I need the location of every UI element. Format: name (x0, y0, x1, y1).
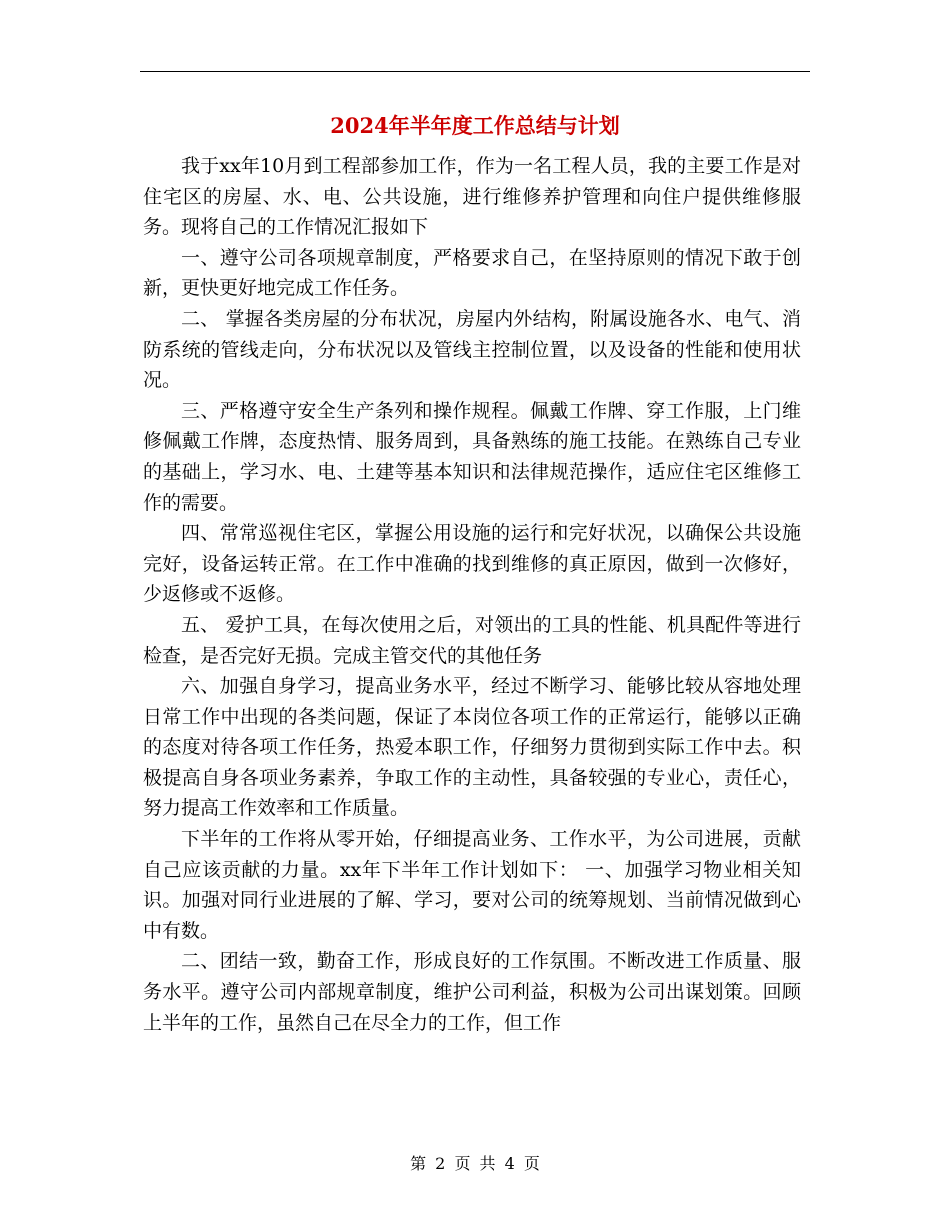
document-body (143, 151, 801, 1038)
paragraph-plan-intro: 下半年的工作将从零开始，仔细提高业务、工作水平，为公司进展，贡献自己应该贡献的力量。xx年下半年工作计划如下： 一、加强学习物业相关知识。加强对同行业进展的了解、学习，要对公司的统筹规划、当前情况做到心中有数。 (143, 828, 801, 942)
page-footer: 第 2 页 共 4 页 (410, 1154, 540, 1173)
header-rule (140, 71, 810, 72)
document-title: 2024年半年度工作总结与计划 (330, 113, 620, 138)
paragraph-intro: 我于xx年10月到工程部参加工作，作为一名工程人员，我的主要工作是对住宅区的房屋、水、电、公共设施，进行维修养护管理和向住户提供维修服务。现将自己的工作情况汇报如下 (143, 155, 801, 239)
paragraph-item-3: 三、严格遵守安全生产条列和操作规程。佩戴工作牌、穿工作服，上门维修佩戴工作牌，态度热情、服务周到，具备熟练的施工技能。在熟练自己专业的基础上，学习水、电、土建等基本知识和法律规范操作，适应住宅区维修工作的需要。 (143, 399, 801, 514)
paragraph-item-1: 一、遵守公司各项规章制度，严格要求自己，在坚持原则的情况下敢于创新，更快更好地完成工作任务。 (143, 246, 801, 300)
paragraph-item-4: 四、常常巡视住宅区，掌握公用设施的运行和完好状况，以确保公共设施完好，设备运转正常。在工作中准确的找到维修的真正原因，做到一次修好，少返修或不返修。 (143, 522, 801, 606)
paragraph-item-2: 二、 掌握各类房屋的分布状况，房屋内外结构，附属设施各水、电气、消防系统的管线走向，分布状况以及管线主控制位置，以及设备的性能和使用状况。 (143, 307, 801, 392)
paragraph-plan-2: 二、团结一致，勤奋工作，形成良好的工作氛围。不断改进工作质量、服务水平。遵守公司内部规章制度，维护公司利益，积极为公司出谋划策。回顾上半年的工作，虽然自己在尽全力的工作，但工作 (143, 950, 801, 1034)
paragraph-item-5: 五、 爱护工具，在每次使用之后，对领出的工具的性能、机具配件等进行检查，是否完好无损。完成主管交代的其他任务 (143, 613, 801, 667)
paragraph-item-6: 六、加强自身学习，提高业务水平，经过不断学习、能够比较从容地处理日常工作中出现的各类问题，保证了本岗位各项工作的正常运行，能够以正确的态度对待各项工作任务，热爱本职工作，仔细努力贯彻到实际工作中去。积极提高自身各项业务素养，争取工作的主动性，具备较强的专业心，责任心，努力提高工作效率和工作质量。 (143, 675, 801, 820)
